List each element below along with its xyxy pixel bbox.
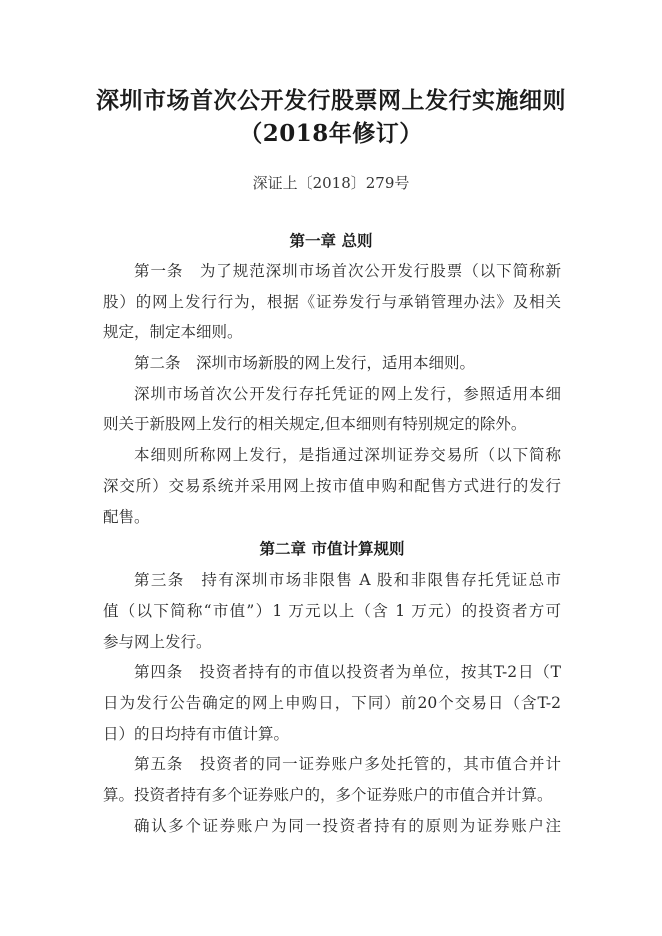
text-line: 深交所）交易系统并采用网上按市值申购和配售方式进行的发行 <box>103 476 561 495</box>
text-line: 则关于新股网上发行的相关规定,但本细则有特别规定的除外。 <box>103 415 527 434</box>
document-number: 深证上〔2018〕279号 <box>252 174 410 192</box>
text-line: 第五条 投资者的同一证券账户多处托管的，其市值合并计 <box>134 755 561 774</box>
text-line: 深圳市场首次公开发行存托凭证的网上发行，参照适用本细 <box>134 384 561 403</box>
paragraph <box>103 749 561 810</box>
paragraph <box>103 657 561 749</box>
text-line: 规定，制定本细则。 <box>103 323 243 342</box>
text-line: 日为发行公告确定的网上申购日，下同）前20个交易日（含T-2 <box>103 693 561 712</box>
text-line: 第一条 为了规范深圳市场首次公开发行股票（以下简称新 <box>134 262 561 280</box>
text-line: 值（以下简称“市值”）1 万元以上（含 1 万元）的投资者方可 <box>103 601 561 620</box>
text-line: 第四条 投资者持有的市值以投资者为单位，按其T-2日（T <box>134 663 561 682</box>
paragraph <box>103 811 561 842</box>
text-line: 股）的网上发行行为，根据《证券发行与承销管理办法》及相关 <box>103 292 561 311</box>
text-line: 配售。 <box>103 507 150 526</box>
text-line: 第三条 持有深圳市场非限售 A 股和非限售存托凭证总市 <box>134 571 561 590</box>
document-title: 深圳市场首次公开发行股票网上发行实施细则 <box>96 87 566 114</box>
paragraph <box>103 440 561 532</box>
paragraph <box>103 565 561 657</box>
text-line: 日）的日均持有市值计算。 <box>103 724 290 743</box>
chapter-heading-2: 第二章 市值计算规则 <box>259 539 405 559</box>
document-title-revision: （2018年修订） <box>239 120 423 147</box>
text-line: 参与网上发行。 <box>103 632 212 651</box>
paragraph <box>103 379 561 440</box>
chapter-heading-1: 第一章 总则 <box>289 231 373 250</box>
text-line: 确认多个证券账户为同一投资者持有的原则为证券账户注 <box>134 816 561 835</box>
document-body <box>103 256 561 841</box>
paragraph <box>103 256 561 348</box>
text-line: 算。投资者持有多个证券账户的，多个证券账户的市值合并计算。 <box>103 786 553 804</box>
text-line: 第二条 深圳市场新股的网上发行，适用本细则。 <box>134 354 476 373</box>
chapter-1-articles <box>103 256 561 532</box>
paragraph <box>103 348 561 379</box>
text-line: 本细则所称网上发行，是指通过深圳证券交易所（以下简称 <box>134 446 561 465</box>
chapter-2-articles <box>103 565 561 841</box>
